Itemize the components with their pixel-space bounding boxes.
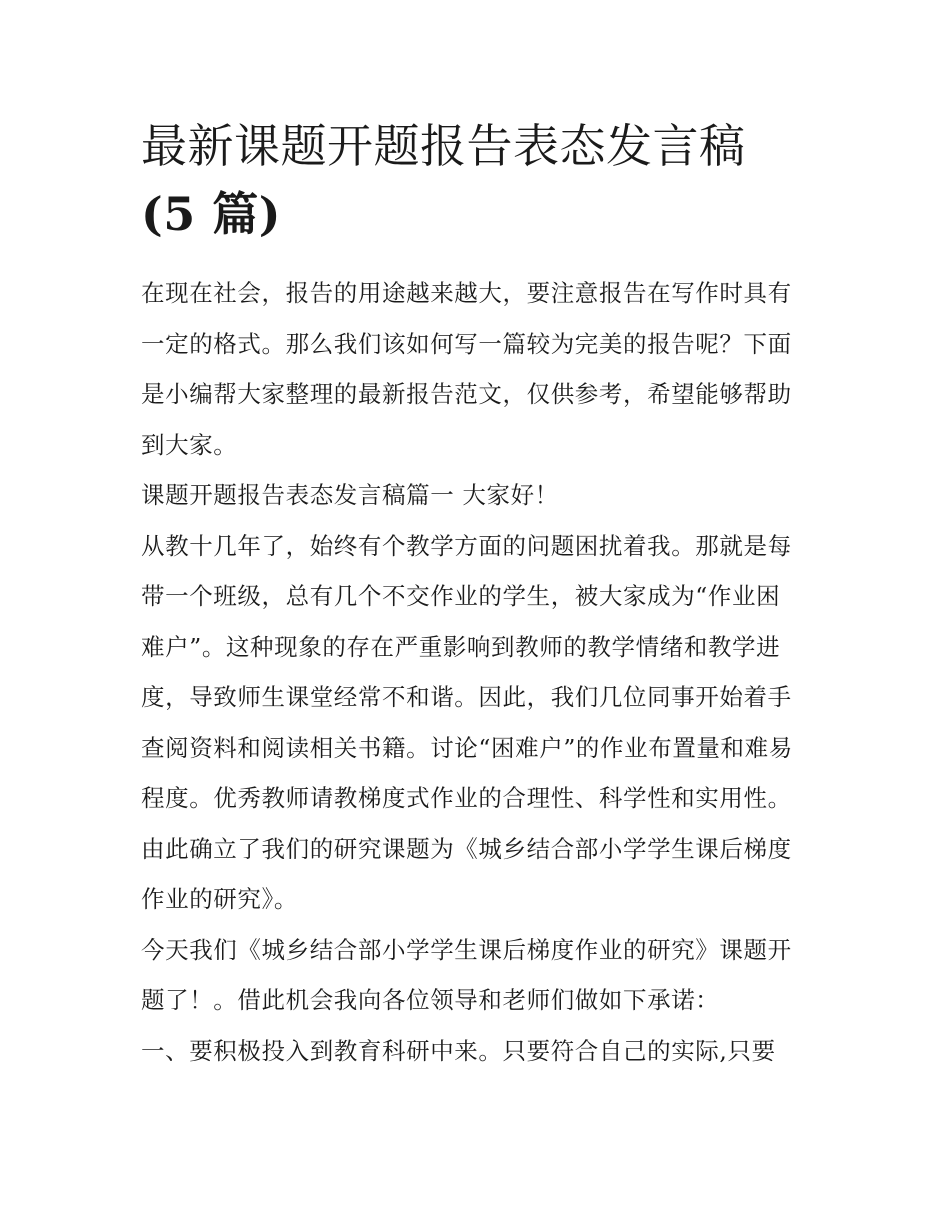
body-line: 程度。优秀教师请教梯度式作业的合理性、科学性和实用性。: [141, 784, 792, 812]
section-heading-line: 课题开题报告表态发言稿篇一 大家好！: [141, 481, 559, 509]
body-line: 是小编帮大家整理的最新报告范文，仅供参考，希望能够帮助: [141, 380, 792, 408]
document-page: [141, 112, 821, 1076]
body-line: 度，导致师生课堂经常不和谐。因此，我们几位同事开始着手: [141, 683, 792, 711]
body-line: 一、要积极投入到教育科研中来。只要符合自己的实际,只要: [141, 1036, 776, 1065]
body-line: 由此确立了我们的研究课题为《城乡结合部小学学生课后梯度: [141, 834, 792, 863]
title-line-1: 最新课题开题报告表态发言稿: [141, 119, 746, 173]
document-title: [141, 112, 821, 248]
body-line: 查阅资料和阅读相关书籍。讨论“困难户”的作业布置量和难易: [141, 733, 793, 762]
body-line: 今天我们《城乡结合部小学学生课后梯度作业的研究》课题开: [141, 935, 792, 964]
title-line-2: (5 篇): [141, 187, 282, 241]
body-line: 一定的格式。那么我们该如何写一篇较为完美的报告呢？下面: [141, 329, 792, 358]
body-line: 从教十几年了，始终有个教学方面的问题困扰着我。那就是每: [141, 531, 792, 560]
body-line: 题了！。借此机会我向各位领导和老师们做如下承诺：: [141, 986, 720, 1014]
body-line: 带一个班级，总有几个不交作业的学生，被大家成为“作业困: [141, 582, 781, 610]
body-line: 难户”。这种现象的存在严重影响到教师的教学情绪和教学进: [141, 632, 781, 661]
body-line: 作业的研究》。: [141, 885, 298, 913]
body-line: 在现在社会，报告的用途越来越大，要注意报告在写作时具有: [141, 279, 792, 307]
document-body: [141, 268, 821, 1076]
body-line: 到大家。: [141, 430, 238, 459]
